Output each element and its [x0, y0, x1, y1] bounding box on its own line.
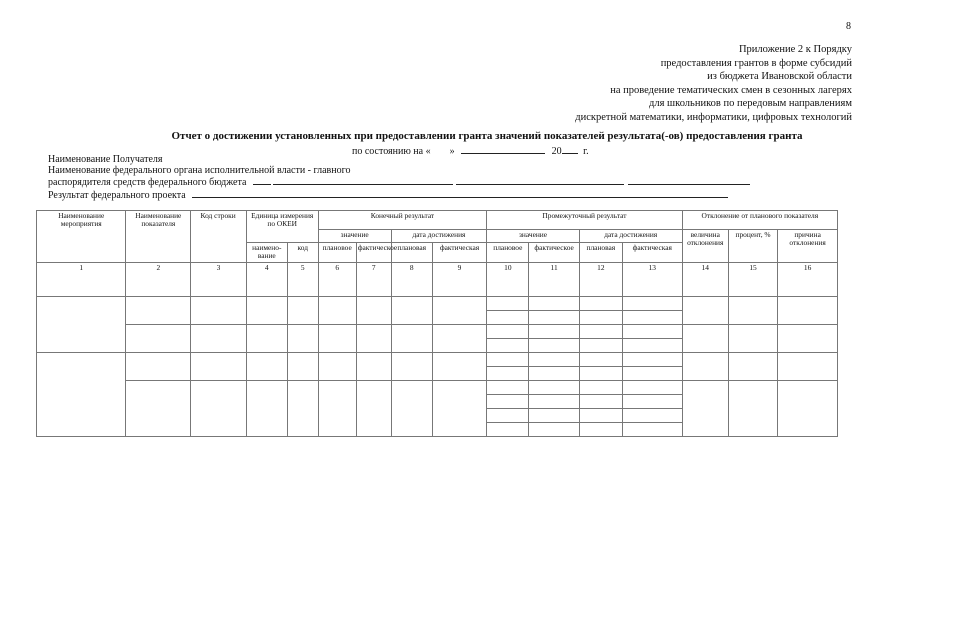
column-number: 4 [246, 262, 287, 296]
indicator-cell[interactable] [126, 296, 191, 324]
interim-date-actual-cell[interactable] [622, 324, 682, 338]
col-final-result: Конечный результат [318, 211, 487, 230]
final-date-planned-cell[interactable] [391, 324, 432, 352]
column-number: 14 [682, 262, 728, 296]
annex-line: Приложение 2 к Порядку [738, 44, 852, 55]
authority-label: распорядителя средств федерального бюджета [48, 177, 247, 188]
col-final-date: дата достижения [391, 230, 487, 243]
column-number: 12 [579, 262, 622, 296]
column-number: 6 [318, 262, 356, 296]
interim-actual-cell[interactable] [529, 366, 579, 380]
table-row [37, 380, 838, 394]
interim-actual-cell[interactable] [529, 352, 579, 366]
interim-date-actual-cell[interactable] [622, 366, 682, 380]
interim-date-planned-cell[interactable] [579, 352, 622, 366]
column-number: 10 [487, 262, 529, 296]
event-cell[interactable] [37, 352, 126, 436]
interim-date-planned-cell[interactable] [579, 366, 622, 380]
federal-project-field [48, 189, 750, 202]
col-interim-date-actual: фактическая [622, 243, 682, 263]
col-interim-planned: плановое [487, 243, 529, 263]
interim-date-planned-cell[interactable] [579, 394, 622, 408]
interim-date-planned-cell[interactable] [579, 422, 622, 436]
final-date-planned-cell[interactable] [391, 352, 432, 380]
interim-planned-cell[interactable] [487, 310, 529, 324]
interim-planned-cell[interactable] [487, 422, 529, 436]
row-code-cell[interactable] [191, 380, 247, 436]
interim-date-actual-cell[interactable] [622, 422, 682, 436]
column-number: 1 [37, 262, 126, 296]
deviation-magnitude-cell[interactable] [682, 380, 728, 436]
col-interim-date-planned: плановая [579, 243, 622, 263]
indicator-cell[interactable] [126, 352, 191, 380]
interim-date-planned-cell[interactable] [579, 296, 622, 310]
col-indicator: Наименование показателя [126, 211, 191, 263]
final-date-planned-cell[interactable] [391, 296, 432, 324]
date-mid: » [449, 146, 455, 157]
final-actual-cell[interactable] [356, 380, 391, 436]
authority-blank [628, 176, 750, 185]
unit-code-cell[interactable] [287, 324, 318, 352]
unit-code-cell[interactable] [287, 296, 318, 324]
col-final-planned: плановое [318, 243, 356, 263]
row-code-cell[interactable] [191, 352, 247, 380]
column-number: 8 [391, 262, 432, 296]
unit-name-cell[interactable] [246, 352, 287, 380]
interim-date-planned-cell[interactable] [579, 380, 622, 394]
deviation-percent-cell[interactable] [728, 296, 777, 324]
interim-actual-cell[interactable] [529, 324, 579, 338]
column-number: 16 [778, 262, 838, 296]
col-interim-actual: фактическое [529, 243, 579, 263]
interim-date-actual-cell[interactable] [622, 394, 682, 408]
page-number: 8 [846, 21, 851, 32]
col-interim-date: дата достижения [579, 230, 682, 243]
deviation-reason-cell[interactable] [778, 296, 838, 324]
column-number: 15 [728, 262, 777, 296]
interim-actual-cell[interactable] [529, 380, 579, 394]
col-interim-value: значение [487, 230, 580, 243]
col-deviation: Отклонение от планового показателя [682, 211, 837, 230]
final-date-actual-cell[interactable] [432, 380, 486, 436]
col-unit: Единица измерения по ОКЕИ [246, 211, 318, 243]
authority-blank [456, 176, 624, 185]
column-number: 7 [356, 262, 391, 296]
col-final-date-planned: плановая [391, 243, 432, 263]
table-row [37, 352, 838, 366]
indicator-cell[interactable] [126, 380, 191, 436]
row-code-cell[interactable] [191, 296, 247, 324]
col-final-value: значение [318, 230, 391, 243]
column-number: 2 [126, 262, 191, 296]
annex-line: из бюджета Ивановской области [707, 71, 852, 83]
authority-field-line2 [48, 176, 750, 189]
column-number: 13 [622, 262, 682, 296]
interim-date-actual-cell[interactable] [622, 296, 682, 310]
unit-code-cell[interactable] [287, 352, 318, 380]
final-planned-cell[interactable] [318, 296, 356, 324]
column-numbers-row [37, 262, 838, 296]
interim-planned-cell[interactable] [487, 338, 529, 352]
header-row [37, 211, 838, 230]
col-deviation-magnitude: величина отклонения [682, 230, 728, 263]
deviation-reason-cell[interactable] [778, 380, 838, 436]
interim-date-planned-cell[interactable] [579, 324, 622, 338]
column-number: 11 [529, 262, 579, 296]
col-row-code: Код строки [191, 211, 247, 263]
year-blank [562, 144, 578, 154]
final-date-planned-cell[interactable] [391, 380, 432, 436]
final-actual-cell[interactable] [356, 324, 391, 352]
unit-name-cell[interactable] [246, 380, 287, 436]
column-number: 9 [432, 262, 486, 296]
final-actual-cell[interactable] [356, 352, 391, 380]
deviation-percent-cell[interactable] [728, 352, 777, 380]
deviation-magnitude-cell[interactable] [682, 324, 728, 352]
year-suffix: г. [583, 146, 589, 157]
unit-code-cell[interactable] [287, 380, 318, 436]
final-planned-cell[interactable] [318, 324, 356, 352]
interim-actual-cell[interactable] [529, 310, 579, 324]
interim-actual-cell[interactable] [529, 338, 579, 352]
column-number: 5 [287, 262, 318, 296]
deviation-percent-cell[interactable] [728, 380, 777, 436]
col-unit-name: наимено-вание [246, 243, 287, 263]
row-code-cell[interactable] [191, 324, 247, 352]
event-cell[interactable] [37, 296, 126, 352]
federal-project-blank [192, 189, 728, 198]
deviation-magnitude-cell[interactable] [682, 296, 728, 324]
annex-line: предоставления грантов в форме субсидий [660, 57, 852, 69]
col-deviation-percent: процент, % [728, 230, 777, 263]
table-row [37, 324, 838, 338]
authority-blank [253, 176, 271, 185]
interim-planned-cell[interactable] [487, 352, 529, 366]
col-interim-result: Промежуточный результат [487, 211, 682, 230]
interim-date-actual-cell[interactable] [622, 338, 682, 352]
interim-planned-cell[interactable] [487, 366, 529, 380]
interim-planned-cell[interactable] [487, 380, 529, 394]
unit-name-cell[interactable] [246, 296, 287, 324]
col-event: Наименование мероприятия [37, 211, 126, 263]
column-number: 3 [191, 262, 247, 296]
table-row [37, 296, 838, 310]
interim-planned-cell[interactable] [487, 324, 529, 338]
col-deviation-reason: причина отклонения [778, 230, 838, 263]
header-fields [48, 155, 750, 201]
interim-date-actual-cell[interactable] [622, 352, 682, 366]
interim-date-actual-cell[interactable] [622, 408, 682, 422]
final-date-actual-cell[interactable] [432, 324, 486, 352]
interim-planned-cell[interactable] [487, 408, 529, 422]
interim-date-actual-cell[interactable] [622, 310, 682, 324]
deviation-reason-cell[interactable] [778, 352, 838, 380]
year-prefix: 20 [551, 146, 562, 157]
date-prefix: по состоянию на « [352, 146, 431, 157]
interim-planned-cell[interactable] [487, 296, 529, 310]
deviation-magnitude-cell[interactable] [682, 352, 728, 380]
interim-date-actual-cell[interactable] [622, 380, 682, 394]
indicator-cell[interactable] [126, 324, 191, 352]
report-table [36, 210, 838, 437]
deviation-percent-cell[interactable] [728, 324, 777, 352]
col-final-actual: фактическое [356, 243, 391, 263]
annex-reference [575, 43, 852, 125]
interim-actual-cell[interactable] [529, 422, 579, 436]
authority-blank [273, 176, 453, 185]
interim-actual-cell[interactable] [529, 394, 579, 408]
interim-planned-cell[interactable] [487, 394, 529, 408]
month-blank [461, 144, 545, 154]
final-date-actual-cell[interactable] [432, 296, 486, 324]
col-unit-code: код [287, 243, 318, 263]
authority-field-line1: Наименование федерального органа исполнительной власти - главного [48, 164, 351, 176]
col-final-date-actual: фактическая [432, 243, 486, 263]
final-planned-cell[interactable] [318, 352, 356, 380]
annex-line: для школьников по передовым направлениям [649, 98, 852, 110]
federal-project-label: Результат федерального проекта [48, 189, 186, 201]
interim-date-planned-cell[interactable] [579, 408, 622, 422]
interim-actual-cell[interactable] [529, 408, 579, 422]
final-actual-cell[interactable] [356, 296, 391, 324]
annex-line: дискретной математики, информатики, цифровых технологий [575, 111, 852, 123]
unit-name-cell[interactable] [246, 324, 287, 352]
report-title: Отчет о достижении установленных при предоставлении гранта значений показателей результата(-ов) предоставления гранта [171, 130, 803, 142]
final-date-actual-cell[interactable] [432, 352, 486, 380]
interim-date-planned-cell[interactable] [579, 338, 622, 352]
recipient-field: Наименование Получателя [48, 154, 163, 165]
interim-date-planned-cell[interactable] [579, 310, 622, 324]
annex-line: на проведение тематических смен в сезонных лагерях [610, 84, 852, 96]
deviation-reason-cell[interactable] [778, 324, 838, 352]
final-planned-cell[interactable] [318, 380, 356, 436]
interim-actual-cell[interactable] [529, 296, 579, 310]
